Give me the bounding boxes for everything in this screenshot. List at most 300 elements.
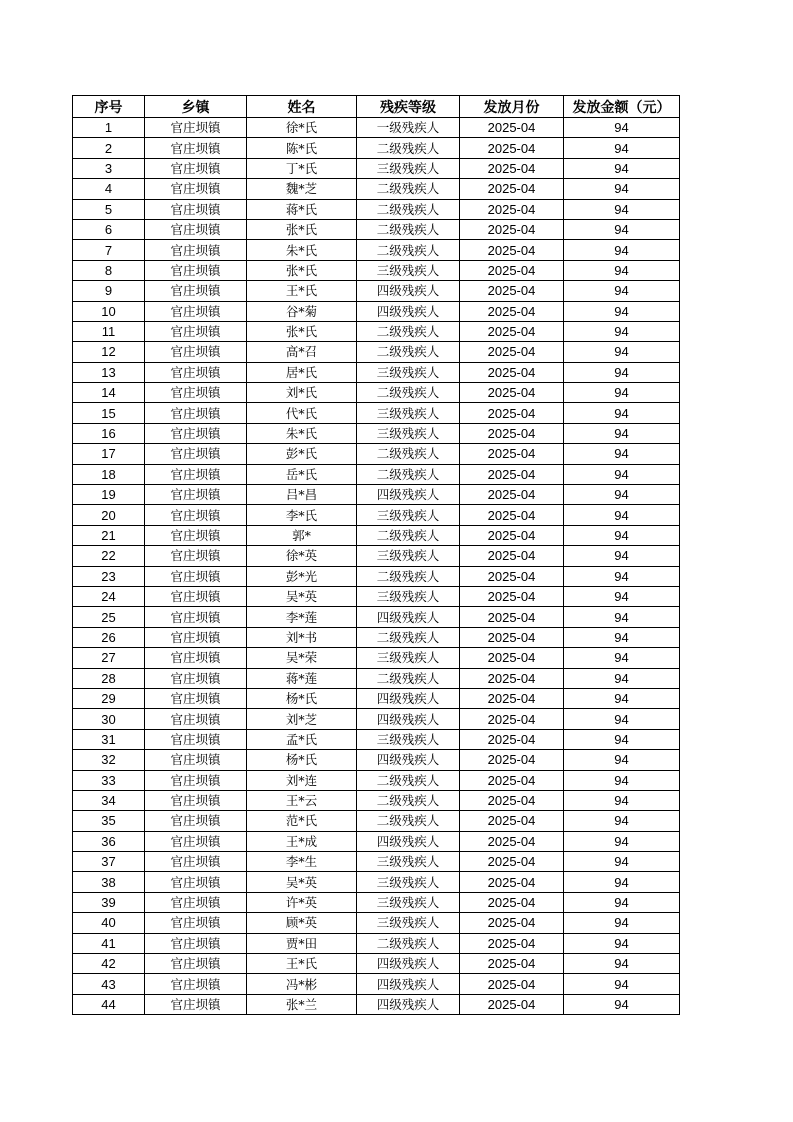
cell-index: 30 <box>73 709 145 729</box>
cell-payment-month: 2025-04 <box>460 872 564 892</box>
cell-index: 22 <box>73 546 145 566</box>
cell-disability-level: 四级残疾人 <box>357 974 460 994</box>
cell-disability-level: 二级残疾人 <box>357 342 460 362</box>
cell-amount: 94 <box>564 831 680 851</box>
cell-town: 官庄坝镇 <box>145 648 247 668</box>
cell-name: 朱*氏 <box>247 240 357 260</box>
cell-payment-month: 2025-04 <box>460 240 564 260</box>
cell-disability-level: 三级残疾人 <box>357 729 460 749</box>
cell-index: 27 <box>73 648 145 668</box>
table-row <box>73 403 680 423</box>
cell-name: 蒋*莲 <box>247 668 357 688</box>
cell-name: 王*成 <box>247 831 357 851</box>
cell-index: 43 <box>73 974 145 994</box>
table-row <box>73 994 680 1014</box>
table-row <box>73 750 680 770</box>
cell-index: 20 <box>73 505 145 525</box>
cell-disability-level: 三级残疾人 <box>357 648 460 668</box>
cell-name: 高*召 <box>247 342 357 362</box>
cell-amount: 94 <box>564 321 680 341</box>
cell-payment-month: 2025-04 <box>460 199 564 219</box>
cell-town: 官庄坝镇 <box>145 342 247 362</box>
cell-amount: 94 <box>564 913 680 933</box>
cell-index: 24 <box>73 586 145 606</box>
cell-index: 23 <box>73 566 145 586</box>
cell-name: 杨*氏 <box>247 750 357 770</box>
table-row <box>73 199 680 219</box>
cell-amount: 94 <box>564 790 680 810</box>
table-row <box>73 933 680 953</box>
cell-payment-month: 2025-04 <box>460 464 564 484</box>
cell-payment-month: 2025-04 <box>460 770 564 790</box>
cell-name: 居*氏 <box>247 362 357 382</box>
cell-name: 张*氏 <box>247 219 357 239</box>
cell-amount: 94 <box>564 219 680 239</box>
table-row <box>73 423 680 443</box>
cell-disability-level: 三级残疾人 <box>357 505 460 525</box>
cell-name: 刘*连 <box>247 770 357 790</box>
cell-disability-level: 四级残疾人 <box>357 281 460 301</box>
cell-disability-level: 四级残疾人 <box>357 301 460 321</box>
cell-index: 16 <box>73 423 145 443</box>
cell-payment-month: 2025-04 <box>460 607 564 627</box>
cell-disability-level: 二级残疾人 <box>357 199 460 219</box>
cell-name: 吴*荣 <box>247 648 357 668</box>
cell-index: 19 <box>73 485 145 505</box>
table-row <box>73 566 680 586</box>
cell-town: 官庄坝镇 <box>145 464 247 484</box>
cell-disability-level: 二级残疾人 <box>357 138 460 158</box>
cell-disability-level: 二级残疾人 <box>357 770 460 790</box>
table-row <box>73 362 680 382</box>
cell-payment-month: 2025-04 <box>460 586 564 606</box>
cell-amount: 94 <box>564 423 680 443</box>
cell-town: 官庄坝镇 <box>145 485 247 505</box>
cell-town: 官庄坝镇 <box>145 219 247 239</box>
cell-disability-level: 三级残疾人 <box>357 403 460 423</box>
cell-town: 官庄坝镇 <box>145 811 247 831</box>
cell-name: 刘*书 <box>247 627 357 647</box>
cell-disability-level: 四级残疾人 <box>357 709 460 729</box>
cell-name: 王*氏 <box>247 281 357 301</box>
cell-disability-level: 三级残疾人 <box>357 586 460 606</box>
table-row <box>73 485 680 505</box>
table-row <box>73 729 680 749</box>
cell-index: 1 <box>73 118 145 138</box>
cell-disability-level: 三级残疾人 <box>357 546 460 566</box>
cell-town: 官庄坝镇 <box>145 852 247 872</box>
cell-payment-month: 2025-04 <box>460 525 564 545</box>
table-row <box>73 301 680 321</box>
cell-amount: 94 <box>564 688 680 708</box>
table-row <box>73 954 680 974</box>
table-row <box>73 444 680 464</box>
cell-name: 范*氏 <box>247 811 357 831</box>
cell-disability-level: 三级残疾人 <box>357 158 460 178</box>
cell-disability-level: 二级残疾人 <box>357 444 460 464</box>
cell-index: 2 <box>73 138 145 158</box>
cell-amount: 94 <box>564 709 680 729</box>
cell-index: 37 <box>73 852 145 872</box>
table-row <box>73 872 680 892</box>
cell-index: 28 <box>73 668 145 688</box>
cell-index: 12 <box>73 342 145 362</box>
cell-town: 官庄坝镇 <box>145 790 247 810</box>
cell-index: 33 <box>73 770 145 790</box>
cell-town: 官庄坝镇 <box>145 281 247 301</box>
cell-payment-month: 2025-04 <box>460 974 564 994</box>
cell-disability-level: 二级残疾人 <box>357 383 460 403</box>
cell-disability-level: 四级残疾人 <box>357 954 460 974</box>
cell-amount: 94 <box>564 974 680 994</box>
table-row <box>73 852 680 872</box>
cell-town: 官庄坝镇 <box>145 729 247 749</box>
cell-name: 郭* <box>247 525 357 545</box>
cell-name: 杨*氏 <box>247 688 357 708</box>
cell-amount: 94 <box>564 260 680 280</box>
table-row <box>73 321 680 341</box>
cell-name: 顾*英 <box>247 913 357 933</box>
cell-name: 代*氏 <box>247 403 357 423</box>
cell-disability-level: 二级残疾人 <box>357 668 460 688</box>
cell-amount: 94 <box>564 892 680 912</box>
cell-town: 官庄坝镇 <box>145 260 247 280</box>
cell-town: 官庄坝镇 <box>145 688 247 708</box>
cell-payment-month: 2025-04 <box>460 403 564 423</box>
cell-town: 官庄坝镇 <box>145 974 247 994</box>
table-row <box>73 342 680 362</box>
header-amount: 发放金额（元） <box>564 96 680 118</box>
cell-name: 徐*英 <box>247 546 357 566</box>
cell-name: 徐*氏 <box>247 118 357 138</box>
cell-payment-month: 2025-04 <box>460 790 564 810</box>
cell-town: 官庄坝镇 <box>145 627 247 647</box>
cell-index: 6 <box>73 219 145 239</box>
header-payment-month: 发放月份 <box>460 96 564 118</box>
table-row <box>73 811 680 831</box>
cell-disability-level: 二级残疾人 <box>357 811 460 831</box>
table-row <box>73 260 680 280</box>
cell-amount: 94 <box>564 138 680 158</box>
cell-town: 官庄坝镇 <box>145 872 247 892</box>
table-row <box>73 668 680 688</box>
cell-town: 官庄坝镇 <box>145 118 247 138</box>
cell-town: 官庄坝镇 <box>145 321 247 341</box>
cell-amount: 94 <box>564 627 680 647</box>
table-row <box>73 240 680 260</box>
cell-index: 11 <box>73 321 145 341</box>
cell-town: 官庄坝镇 <box>145 444 247 464</box>
cell-amount: 94 <box>564 770 680 790</box>
cell-index: 7 <box>73 240 145 260</box>
cell-payment-month: 2025-04 <box>460 954 564 974</box>
cell-name: 许*英 <box>247 892 357 912</box>
cell-index: 15 <box>73 403 145 423</box>
table-row <box>73 831 680 851</box>
cell-payment-month: 2025-04 <box>460 913 564 933</box>
table-row <box>73 892 680 912</box>
table-row <box>73 627 680 647</box>
cell-amount: 94 <box>564 586 680 606</box>
cell-disability-level: 三级残疾人 <box>357 892 460 912</box>
cell-amount: 94 <box>564 811 680 831</box>
cell-index: 9 <box>73 281 145 301</box>
cell-index: 40 <box>73 913 145 933</box>
cell-amount: 94 <box>564 179 680 199</box>
cell-payment-month: 2025-04 <box>460 831 564 851</box>
cell-payment-month: 2025-04 <box>460 362 564 382</box>
table-row <box>73 158 680 178</box>
cell-payment-month: 2025-04 <box>460 668 564 688</box>
cell-name: 王*云 <box>247 790 357 810</box>
cell-amount: 94 <box>564 158 680 178</box>
cell-payment-month: 2025-04 <box>460 118 564 138</box>
cell-amount: 94 <box>564 118 680 138</box>
table-header-row <box>73 96 680 118</box>
cell-disability-level: 二级残疾人 <box>357 464 460 484</box>
cell-town: 官庄坝镇 <box>145 770 247 790</box>
cell-amount: 94 <box>564 525 680 545</box>
table-row <box>73 648 680 668</box>
cell-index: 32 <box>73 750 145 770</box>
cell-payment-month: 2025-04 <box>460 301 564 321</box>
table-row <box>73 525 680 545</box>
subsidy-table <box>72 95 680 1015</box>
cell-index: 3 <box>73 158 145 178</box>
cell-disability-level: 四级残疾人 <box>357 688 460 708</box>
cell-town: 官庄坝镇 <box>145 179 247 199</box>
cell-payment-month: 2025-04 <box>460 158 564 178</box>
table-row <box>73 790 680 810</box>
cell-amount: 94 <box>564 383 680 403</box>
cell-disability-level: 四级残疾人 <box>357 485 460 505</box>
table-row <box>73 770 680 790</box>
cell-payment-month: 2025-04 <box>460 485 564 505</box>
cell-town: 官庄坝镇 <box>145 423 247 443</box>
cell-payment-month: 2025-04 <box>460 546 564 566</box>
cell-amount: 94 <box>564 362 680 382</box>
cell-town: 官庄坝镇 <box>145 831 247 851</box>
cell-payment-month: 2025-04 <box>460 852 564 872</box>
cell-payment-month: 2025-04 <box>460 321 564 341</box>
cell-amount: 94 <box>564 546 680 566</box>
cell-disability-level: 二级残疾人 <box>357 933 460 953</box>
cell-town: 官庄坝镇 <box>145 994 247 1014</box>
cell-town: 官庄坝镇 <box>145 954 247 974</box>
cell-payment-month: 2025-04 <box>460 423 564 443</box>
table-row <box>73 913 680 933</box>
header-town: 乡镇 <box>145 96 247 118</box>
cell-index: 39 <box>73 892 145 912</box>
cell-index: 5 <box>73 199 145 219</box>
cell-town: 官庄坝镇 <box>145 240 247 260</box>
cell-disability-level: 三级残疾人 <box>357 872 460 892</box>
cell-town: 官庄坝镇 <box>145 383 247 403</box>
cell-name: 陈*氏 <box>247 138 357 158</box>
cell-town: 官庄坝镇 <box>145 566 247 586</box>
cell-name: 贾*田 <box>247 933 357 953</box>
cell-name: 李*氏 <box>247 505 357 525</box>
table-row <box>73 138 680 158</box>
cell-disability-level: 三级残疾人 <box>357 362 460 382</box>
table-row <box>73 118 680 138</box>
cell-amount: 94 <box>564 648 680 668</box>
cell-disability-level: 一级残疾人 <box>357 118 460 138</box>
cell-payment-month: 2025-04 <box>460 566 564 586</box>
table-row <box>73 383 680 403</box>
table-row <box>73 688 680 708</box>
cell-disability-level: 二级残疾人 <box>357 240 460 260</box>
cell-town: 官庄坝镇 <box>145 709 247 729</box>
table-row <box>73 709 680 729</box>
cell-payment-month: 2025-04 <box>460 892 564 912</box>
cell-town: 官庄坝镇 <box>145 750 247 770</box>
cell-name: 彭*氏 <box>247 444 357 464</box>
cell-town: 官庄坝镇 <box>145 607 247 627</box>
cell-name: 孟*氏 <box>247 729 357 749</box>
cell-town: 官庄坝镇 <box>145 933 247 953</box>
cell-index: 42 <box>73 954 145 974</box>
cell-payment-month: 2025-04 <box>460 138 564 158</box>
table-row <box>73 546 680 566</box>
cell-amount: 94 <box>564 485 680 505</box>
cell-town: 官庄坝镇 <box>145 158 247 178</box>
cell-index: 25 <box>73 607 145 627</box>
cell-amount: 94 <box>564 852 680 872</box>
cell-index: 17 <box>73 444 145 464</box>
cell-town: 官庄坝镇 <box>145 668 247 688</box>
cell-payment-month: 2025-04 <box>460 505 564 525</box>
cell-disability-level: 三级残疾人 <box>357 260 460 280</box>
cell-amount: 94 <box>564 994 680 1014</box>
cell-name: 王*氏 <box>247 954 357 974</box>
cell-index: 21 <box>73 525 145 545</box>
cell-amount: 94 <box>564 933 680 953</box>
cell-name: 吕*昌 <box>247 485 357 505</box>
cell-disability-level: 三级残疾人 <box>357 423 460 443</box>
cell-index: 26 <box>73 627 145 647</box>
cell-disability-level: 二级残疾人 <box>357 566 460 586</box>
cell-town: 官庄坝镇 <box>145 505 247 525</box>
cell-town: 官庄坝镇 <box>145 362 247 382</box>
table-row <box>73 281 680 301</box>
cell-amount: 94 <box>564 342 680 362</box>
cell-payment-month: 2025-04 <box>460 709 564 729</box>
cell-index: 14 <box>73 383 145 403</box>
cell-disability-level: 二级残疾人 <box>357 321 460 341</box>
cell-amount: 94 <box>564 301 680 321</box>
cell-payment-month: 2025-04 <box>460 281 564 301</box>
cell-amount: 94 <box>564 729 680 749</box>
cell-name: 岳*氏 <box>247 464 357 484</box>
cell-payment-month: 2025-04 <box>460 627 564 647</box>
cell-index: 18 <box>73 464 145 484</box>
cell-payment-month: 2025-04 <box>460 179 564 199</box>
cell-index: 4 <box>73 179 145 199</box>
cell-town: 官庄坝镇 <box>145 913 247 933</box>
table-row <box>73 974 680 994</box>
cell-payment-month: 2025-04 <box>460 444 564 464</box>
cell-payment-month: 2025-04 <box>460 219 564 239</box>
cell-index: 13 <box>73 362 145 382</box>
cell-name: 朱*氏 <box>247 423 357 443</box>
cell-index: 31 <box>73 729 145 749</box>
header-disability-level: 残疾等级 <box>357 96 460 118</box>
table-row <box>73 505 680 525</box>
cell-disability-level: 四级残疾人 <box>357 994 460 1014</box>
cell-index: 8 <box>73 260 145 280</box>
cell-amount: 94 <box>564 199 680 219</box>
cell-payment-month: 2025-04 <box>460 811 564 831</box>
cell-amount: 94 <box>564 872 680 892</box>
cell-name: 吴*英 <box>247 586 357 606</box>
cell-payment-month: 2025-04 <box>460 260 564 280</box>
table-row <box>73 219 680 239</box>
cell-index: 44 <box>73 994 145 1014</box>
cell-disability-level: 三级残疾人 <box>357 913 460 933</box>
table-row <box>73 586 680 606</box>
cell-name: 刘*芝 <box>247 709 357 729</box>
cell-payment-month: 2025-04 <box>460 688 564 708</box>
cell-payment-month: 2025-04 <box>460 342 564 362</box>
cell-disability-level: 二级残疾人 <box>357 525 460 545</box>
cell-index: 36 <box>73 831 145 851</box>
cell-name: 吴*英 <box>247 872 357 892</box>
cell-amount: 94 <box>564 566 680 586</box>
cell-town: 官庄坝镇 <box>145 546 247 566</box>
cell-disability-level: 二级残疾人 <box>357 627 460 647</box>
cell-name: 魏*芝 <box>247 179 357 199</box>
table-body <box>73 118 680 1015</box>
cell-payment-month: 2025-04 <box>460 383 564 403</box>
table-row <box>73 179 680 199</box>
cell-payment-month: 2025-04 <box>460 729 564 749</box>
cell-index: 10 <box>73 301 145 321</box>
header-index: 序号 <box>73 96 145 118</box>
cell-name: 张*氏 <box>247 321 357 341</box>
cell-payment-month: 2025-04 <box>460 648 564 668</box>
table-row <box>73 607 680 627</box>
cell-index: 34 <box>73 790 145 810</box>
cell-payment-month: 2025-04 <box>460 750 564 770</box>
cell-town: 官庄坝镇 <box>145 892 247 912</box>
cell-name: 刘*氏 <box>247 383 357 403</box>
cell-amount: 94 <box>564 444 680 464</box>
cell-name: 冯*彬 <box>247 974 357 994</box>
cell-disability-level: 三级残疾人 <box>357 852 460 872</box>
cell-amount: 94 <box>564 668 680 688</box>
cell-index: 29 <box>73 688 145 708</box>
cell-payment-month: 2025-04 <box>460 933 564 953</box>
cell-amount: 94 <box>564 954 680 974</box>
cell-amount: 94 <box>564 403 680 423</box>
cell-index: 35 <box>73 811 145 831</box>
cell-town: 官庄坝镇 <box>145 525 247 545</box>
cell-amount: 94 <box>564 607 680 627</box>
cell-town: 官庄坝镇 <box>145 199 247 219</box>
header-name: 姓名 <box>247 96 357 118</box>
cell-name: 张*氏 <box>247 260 357 280</box>
cell-town: 官庄坝镇 <box>145 403 247 423</box>
cell-name: 李*生 <box>247 852 357 872</box>
cell-town: 官庄坝镇 <box>145 586 247 606</box>
table-row <box>73 464 680 484</box>
cell-disability-level: 四级残疾人 <box>357 750 460 770</box>
cell-amount: 94 <box>564 750 680 770</box>
cell-name: 丁*氏 <box>247 158 357 178</box>
cell-name: 张*兰 <box>247 994 357 1014</box>
cell-amount: 94 <box>564 464 680 484</box>
